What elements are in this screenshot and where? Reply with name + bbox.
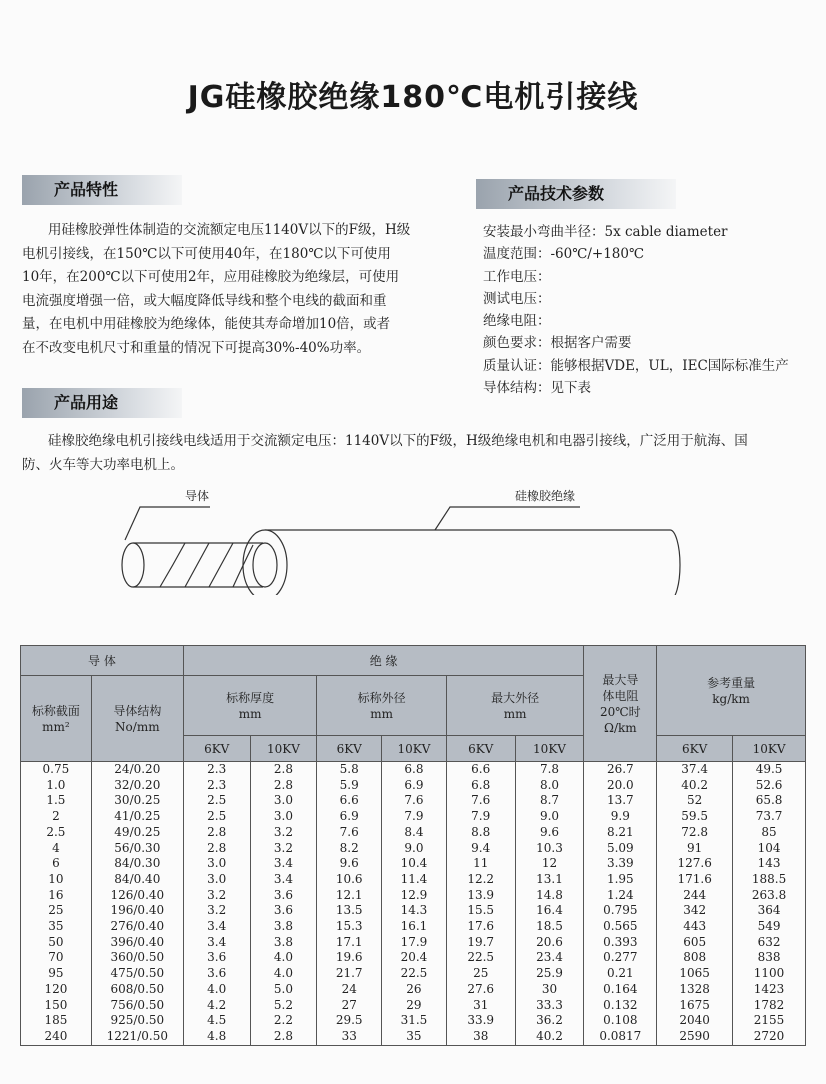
features-line: 用硅橡胶弹性体制造的交流额定电压1140V以下的F级，H级 <box>48 222 411 238</box>
table-cell: 7.6 <box>382 793 447 809</box>
table-cell: 1675 <box>657 998 733 1014</box>
header-thickness <box>183 676 317 736</box>
conductor-leader-line <box>125 507 210 540</box>
usage-line: 硅橡胶绝缘电机引接线电线适用于交流额定电压：1140V以下的F级，H级绝缘电机和电器引接线，广泛用于航海、国 <box>48 433 748 449</box>
spec-item: 温度范围：-60℃/+180℃ <box>483 246 645 263</box>
table-cell: 26 <box>382 982 447 998</box>
table-cell: 0.75 <box>21 762 92 778</box>
table-cell: 12.1 <box>317 888 382 904</box>
table-cell: 0.21 <box>584 966 657 982</box>
table-cell: 0.277 <box>584 950 657 966</box>
table-cell: 16.1 <box>382 919 447 935</box>
header-insulation: 绝 缘 <box>183 646 584 676</box>
table-row <box>21 919 806 935</box>
table-cell: 24 <box>317 982 382 998</box>
table-cell: 9.9 <box>584 809 657 825</box>
table-cell: 3.2 <box>183 888 250 904</box>
table-row <box>21 935 806 951</box>
table-cell: 1.0 <box>21 778 92 794</box>
table-cell: 33.3 <box>515 998 584 1014</box>
features-text <box>22 219 442 360</box>
table-cell: 29.5 <box>317 1013 382 1029</box>
table-cell: 1.95 <box>584 872 657 888</box>
header-max-outer-line: 最大外径 <box>491 690 540 705</box>
table-cell: 2.3 <box>183 778 250 794</box>
table-row <box>21 856 806 872</box>
table-cell: 52.6 <box>733 778 806 794</box>
table-cell: 91 <box>657 841 733 857</box>
table-cell: 1065 <box>657 966 733 982</box>
table-row <box>21 841 806 857</box>
header-resistance-line: 体电阻 <box>602 688 639 703</box>
table-row <box>21 762 806 778</box>
table-cell: 171.6 <box>657 872 733 888</box>
specs-list <box>483 221 789 399</box>
table-cell: 14.8 <box>515 888 584 904</box>
table-cell: 7.6 <box>317 825 382 841</box>
table-cell: 25 <box>446 966 515 982</box>
table-cell: 84/0.30 <box>91 856 183 872</box>
table-cell: 0.565 <box>584 919 657 935</box>
table-cell: 3.0 <box>250 793 317 809</box>
section-heading-usage: 产品用途 <box>22 388 182 418</box>
header-max-outer <box>446 676 584 736</box>
table-cell: 23.4 <box>515 950 584 966</box>
table-cell: 8.8 <box>446 825 515 841</box>
table-cell: 549 <box>733 919 806 935</box>
spec-item: 安装最小弯曲半径：5x cable diameter <box>483 224 728 240</box>
table-cell: 3.4 <box>183 919 250 935</box>
table-cell: 126/0.40 <box>91 888 183 904</box>
table-cell: 3.0 <box>250 809 317 825</box>
table-cell: 185 <box>21 1013 92 1029</box>
features-line: 量，在电机中用硅橡胶为绝缘体，能使其寿命增加10倍，或者 <box>22 316 391 332</box>
table-cell: 838 <box>733 950 806 966</box>
table-row <box>21 950 806 966</box>
table-cell: 12.9 <box>382 888 447 904</box>
table-cell: 9.4 <box>446 841 515 857</box>
table-cell: 196/0.40 <box>91 903 183 919</box>
table-cell: 72.8 <box>657 825 733 841</box>
table-cell: 4.0 <box>250 950 317 966</box>
table-cell: 1328 <box>657 982 733 998</box>
table-cell: 8.4 <box>382 825 447 841</box>
table-cell: 20.4 <box>382 950 447 966</box>
table-cell: 3.6 <box>250 888 317 904</box>
header-weight <box>657 646 806 736</box>
table-cell: 3.4 <box>250 856 317 872</box>
table-cell: 396/0.40 <box>91 935 183 951</box>
table-cell: 14.3 <box>382 903 447 919</box>
table-cell: 10 <box>21 872 92 888</box>
table-cell: 6.8 <box>382 762 447 778</box>
header-section-line: 标称截面 <box>31 703 80 718</box>
table-cell: 9.6 <box>515 825 584 841</box>
table-cell: 4.0 <box>250 966 317 982</box>
header-resistance-line: 20℃时 <box>599 704 641 719</box>
cable-diagram <box>105 485 705 595</box>
table-cell: 4.5 <box>183 1013 250 1029</box>
table-cell: 2720 <box>733 1029 806 1045</box>
table-cell: 35 <box>21 919 92 935</box>
table-cell: 6 <box>21 856 92 872</box>
header-section <box>21 676 92 762</box>
table-cell: 4.8 <box>183 1029 250 1045</box>
table-row <box>21 998 806 1014</box>
table-cell: 9.0 <box>382 841 447 857</box>
header-outer <box>317 676 446 736</box>
table-cell: 244 <box>657 888 733 904</box>
spec-item: 质量认证：能够根据VDE，UL，IEC国际标准生产 <box>483 357 789 374</box>
table-cell: 20.0 <box>584 778 657 794</box>
table-cell: 12.2 <box>446 872 515 888</box>
table-cell: 41/0.25 <box>91 809 183 825</box>
table-cell: 16 <box>21 888 92 904</box>
table-cell: 2 <box>21 809 92 825</box>
table-cell: 9.0 <box>515 809 584 825</box>
table-cell: 240 <box>21 1029 92 1045</box>
table-cell: 10.6 <box>317 872 382 888</box>
table-cell: 19.6 <box>317 950 382 966</box>
table-cell: 17.1 <box>317 935 382 951</box>
table-cell: 2040 <box>657 1013 733 1029</box>
table-cell: 7.9 <box>382 809 447 825</box>
table-cell: 15.3 <box>317 919 382 935</box>
table-cell: 143 <box>733 856 806 872</box>
table-cell: 3.2 <box>250 841 317 857</box>
table-cell: 925/0.50 <box>91 1013 183 1029</box>
table-cell: 26.7 <box>584 762 657 778</box>
table-cell: 2.8 <box>250 1029 317 1045</box>
table-cell: 25 <box>21 903 92 919</box>
label-insulation: 硅橡胶绝缘 <box>515 489 576 503</box>
conductor-strands <box>160 543 253 587</box>
table-cell: 17.9 <box>382 935 447 951</box>
table-cell: 364 <box>733 903 806 919</box>
table-cell: 18.5 <box>515 919 584 935</box>
table-cell: 27 <box>317 998 382 1014</box>
header-10kv: 10KV <box>515 736 584 762</box>
header-max-outer-line: mm <box>503 706 527 721</box>
spec-item: 工作电压： <box>483 268 551 285</box>
table-cell: 10.4 <box>382 856 447 872</box>
header-10kv: 10KV <box>250 736 317 762</box>
table-cell: 1423 <box>733 982 806 998</box>
table-cell: 13.7 <box>584 793 657 809</box>
table-cell: 25.9 <box>515 966 584 982</box>
table-row <box>21 966 806 982</box>
features-line: 电机引接线，在150℃以下可使用40年，在180℃以下可使用 <box>22 245 391 262</box>
table-cell: 49/0.25 <box>91 825 183 841</box>
table-cell: 120 <box>21 982 92 998</box>
table-cell: 4.0 <box>183 982 250 998</box>
table-cell: 3.4 <box>183 935 250 951</box>
table-cell: 6.6 <box>446 762 515 778</box>
table-row <box>21 809 806 825</box>
table-cell: 40.2 <box>515 1029 584 1045</box>
table-cell: 12 <box>515 856 584 872</box>
table-cell: 10.3 <box>515 841 584 857</box>
table-body <box>21 762 806 1046</box>
features-line: 10年，在200℃以下可使用2年，应用硅橡胶为绝缘层，可使用 <box>22 269 400 285</box>
table-cell: 1100 <box>733 966 806 982</box>
header-thickness-line: mm <box>238 706 262 721</box>
table-cell: 6.8 <box>446 778 515 794</box>
table-cell: 35 <box>382 1029 447 1045</box>
table-cell: 13.1 <box>515 872 584 888</box>
table-cell: 1.5 <box>21 793 92 809</box>
header-weight-line: 参考重量 <box>707 675 756 690</box>
table-cell: 85 <box>733 825 806 841</box>
table-cell: 31.5 <box>382 1013 447 1029</box>
table-cell: 605 <box>657 935 733 951</box>
table-cell: 2.5 <box>183 809 250 825</box>
insulation-end <box>243 530 287 595</box>
table-cell: 756/0.50 <box>91 998 183 1014</box>
spec-item: 测试电压： <box>483 290 551 307</box>
header-conductor: 导 体 <box>21 646 184 676</box>
table-cell: 19.7 <box>446 935 515 951</box>
table-row <box>21 1013 806 1029</box>
table-cell: 3.6 <box>183 966 250 982</box>
header-6kv: 6KV <box>657 736 733 762</box>
table-row <box>21 1029 806 1045</box>
table-cell: 3.0 <box>183 856 250 872</box>
table-cell: 2155 <box>733 1013 806 1029</box>
table-cell: 27.6 <box>446 982 515 998</box>
spec-item: 颜色要求：根据客户需要 <box>483 335 632 352</box>
table-cell: 104 <box>733 841 806 857</box>
insulation-leader-line <box>435 507 580 530</box>
header-structure-line: 导体结构 <box>113 703 162 718</box>
table-cell: 22.5 <box>446 950 515 966</box>
usage-line: 防、火车等大功率电机上。 <box>22 456 184 473</box>
table-cell: 342 <box>657 903 733 919</box>
table-cell: 15.5 <box>446 903 515 919</box>
table-cell: 2.2 <box>250 1013 317 1029</box>
table-cell: 1221/0.50 <box>91 1029 183 1045</box>
table-cell: 30/0.25 <box>91 793 183 809</box>
table-cell: 5.9 <box>317 778 382 794</box>
table-cell: 2.8 <box>183 825 250 841</box>
table-cell: 7.9 <box>446 809 515 825</box>
table-cell: 84/0.40 <box>91 872 183 888</box>
table-cell: 1782 <box>733 998 806 1014</box>
table-row <box>21 825 806 841</box>
table-cell: 13.9 <box>446 888 515 904</box>
table-cell: 0.0817 <box>584 1029 657 1045</box>
table-cell: 3.39 <box>584 856 657 872</box>
table-cell: 70 <box>21 950 92 966</box>
table-cell: 2.8 <box>250 778 317 794</box>
table-cell: 4 <box>21 841 92 857</box>
table-row <box>21 793 806 809</box>
label-conductor: 导体 <box>185 489 210 503</box>
table-cell: 3.8 <box>250 935 317 951</box>
table-cell: 3.6 <box>250 903 317 919</box>
table-cell: 2.3 <box>183 762 250 778</box>
table-cell: 73.7 <box>733 809 806 825</box>
table-cell: 2.5 <box>21 825 92 841</box>
table-row <box>21 872 806 888</box>
table-row <box>21 888 806 904</box>
table-cell: 13.5 <box>317 903 382 919</box>
table-cell: 0.795 <box>584 903 657 919</box>
table-cell: 52 <box>657 793 733 809</box>
spec-item: 绝缘电阻： <box>483 313 551 330</box>
table-row <box>21 778 806 794</box>
table-cell: 95 <box>21 966 92 982</box>
table-cell: 22.5 <box>382 966 447 982</box>
table-cell: 20.6 <box>515 935 584 951</box>
table-cell: 32/0.20 <box>91 778 183 794</box>
table-cell: 6.6 <box>317 793 382 809</box>
section-heading-features: 产品特性 <box>22 175 182 205</box>
table-cell: 11 <box>446 856 515 872</box>
header-section-line: mm² <box>42 719 70 734</box>
table-cell: 150 <box>21 998 92 1014</box>
table-cell: 49.5 <box>733 762 806 778</box>
table-cell: 8.2 <box>317 841 382 857</box>
usage-text <box>22 430 812 477</box>
table-cell: 30 <box>515 982 584 998</box>
table-row <box>21 903 806 919</box>
table-cell: 3.8 <box>250 919 317 935</box>
table-cell: 632 <box>733 935 806 951</box>
table-cell: 2.8 <box>183 841 250 857</box>
table-cell: 4.2 <box>183 998 250 1014</box>
table-cell: 608/0.50 <box>91 982 183 998</box>
table-cell: 8.0 <box>515 778 584 794</box>
header-outer-line: mm <box>370 706 393 721</box>
table-cell: 8.7 <box>515 793 584 809</box>
table-cell: 475/0.50 <box>91 966 183 982</box>
table-cell: 29 <box>382 998 447 1014</box>
header-outer-line: 标称外径 <box>357 690 406 705</box>
table-cell: 38 <box>446 1029 515 1045</box>
table-cell: 2.5 <box>183 793 250 809</box>
header-structure-line: No/mm <box>115 719 160 734</box>
table-cell: 127.6 <box>657 856 733 872</box>
table-cell: 1.24 <box>584 888 657 904</box>
header-weight-line: kg/km <box>712 691 750 706</box>
header-6kv: 6KV <box>446 736 515 762</box>
table-cell: 443 <box>657 919 733 935</box>
table-cell: 50 <box>21 935 92 951</box>
header-10kv: 10KV <box>382 736 447 762</box>
table-cell: 0.393 <box>584 935 657 951</box>
table-cell: 0.164 <box>584 982 657 998</box>
table-cell: 808 <box>657 950 733 966</box>
table-row <box>21 982 806 998</box>
table-cell: 56/0.30 <box>91 841 183 857</box>
header-structure <box>91 676 183 762</box>
table-cell: 276/0.40 <box>91 919 183 935</box>
header-10kv: 10KV <box>733 736 806 762</box>
table-cell: 36.2 <box>515 1013 584 1029</box>
table-cell: 21.7 <box>317 966 382 982</box>
table-cell: 3.2 <box>183 903 250 919</box>
table-cell: 7.6 <box>446 793 515 809</box>
table-cell: 5.8 <box>317 762 382 778</box>
table-cell: 33 <box>317 1029 382 1045</box>
table-cell: 5.09 <box>584 841 657 857</box>
table-cell: 33.9 <box>446 1013 515 1029</box>
table-cell: 59.5 <box>657 809 733 825</box>
section-heading-specs: 产品技术参数 <box>476 179 676 209</box>
table-cell: 31 <box>446 998 515 1014</box>
insulation-outline <box>265 530 680 595</box>
header-resistance-line: 最大导 <box>602 672 639 687</box>
table-cell: 5.0 <box>250 982 317 998</box>
header-6kv: 6KV <box>183 736 250 762</box>
conductor-end <box>122 543 144 587</box>
table-cell: 2.8 <box>250 762 317 778</box>
features-line: 在不改变电机尺寸和重量的情况下可提高30%-40%功率。 <box>22 339 371 356</box>
table-cell: 360/0.50 <box>91 950 183 966</box>
table-cell: 40.2 <box>657 778 733 794</box>
table-cell: 3.0 <box>183 872 250 888</box>
header-6kv: 6KV <box>317 736 382 762</box>
table-cell: 65.8 <box>733 793 806 809</box>
header-resistance-line: Ω/km <box>604 720 637 735</box>
table-cell: 188.5 <box>733 872 806 888</box>
table-cell: 11.4 <box>382 872 447 888</box>
table-cell: 17.6 <box>446 919 515 935</box>
table-cell: 6.9 <box>317 809 382 825</box>
table-cell: 0.108 <box>584 1013 657 1029</box>
table-cell: 9.6 <box>317 856 382 872</box>
table-cell: 3.6 <box>183 950 250 966</box>
table-cell: 2590 <box>657 1029 733 1045</box>
table-cell: 8.21 <box>584 825 657 841</box>
table-cell: 3.2 <box>250 825 317 841</box>
table-cell: 0.132 <box>584 998 657 1014</box>
table-cell: 37.4 <box>657 762 733 778</box>
table-cell: 7.8 <box>515 762 584 778</box>
header-resistance <box>584 646 657 762</box>
table-cell: 263.8 <box>733 888 806 904</box>
header-thickness-line: 标称厚度 <box>226 690 275 705</box>
spec-item: 导体结构：见下表 <box>483 380 591 397</box>
features-line: 电流强度增强一倍，或大幅度降低导线和整个电线的截面和重 <box>22 292 387 309</box>
table-cell: 3.4 <box>250 872 317 888</box>
table-cell: 6.9 <box>382 778 447 794</box>
table-cell: 24/0.20 <box>91 762 183 778</box>
table-cell: 16.4 <box>515 903 584 919</box>
page-title: JG硅橡胶绝缘180℃电机引接线 <box>187 80 639 115</box>
table-cell: 5.2 <box>250 998 317 1014</box>
spec-table <box>20 645 806 1046</box>
